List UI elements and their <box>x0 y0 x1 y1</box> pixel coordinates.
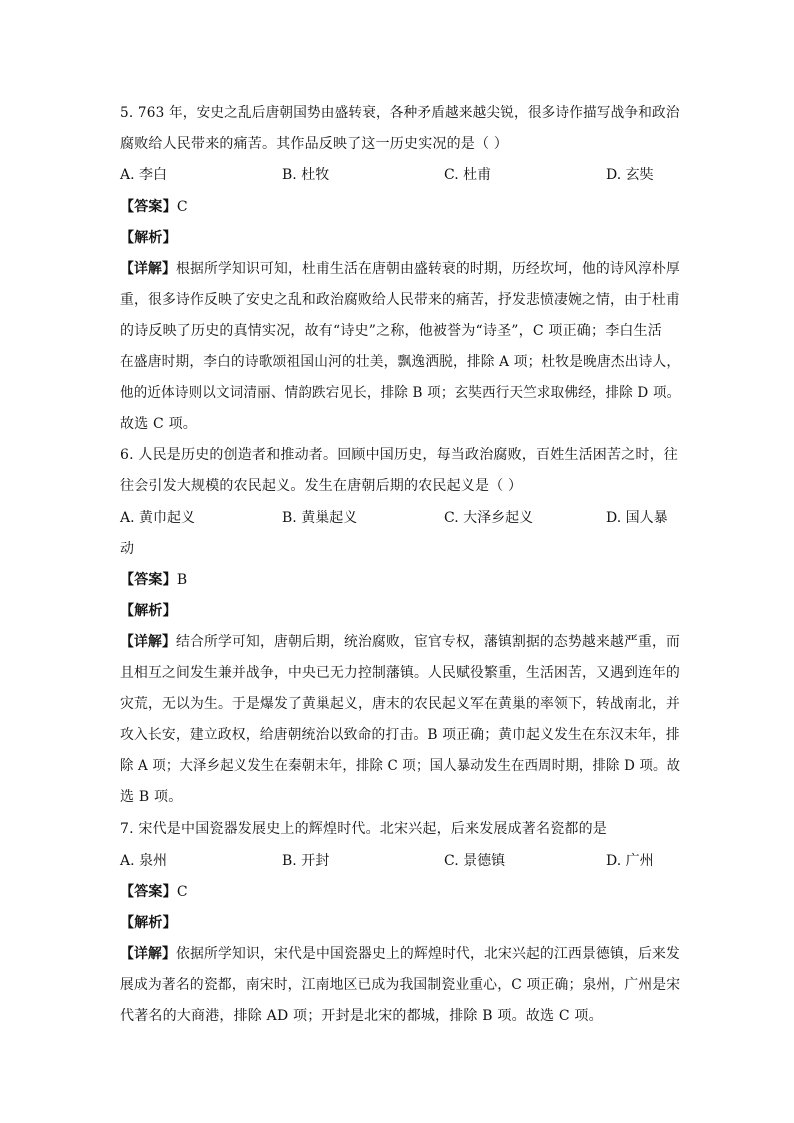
detail-line <box>120 945 680 963</box>
answer-label: 【答案】 <box>120 572 177 588</box>
option-d: D. 玄奘 <box>606 167 654 183</box>
option-c: C. 杜甫 <box>444 167 492 183</box>
option-c: C. 大泽乡起义 <box>444 510 534 526</box>
detail-line: 且相互之间发生兼并战争，中央已无力控制藩镇。人民赋役繁重，生活困苦，又遇到连年的 <box>120 665 681 681</box>
question-stem-line: 5. 763 年，安史之乱后唐朝国势由盛转衰，各种矛盾越来越尖锐，很多诗作描写战争和政治 <box>120 105 680 121</box>
detail-label: 【详解】 <box>120 946 177 962</box>
detail-label: 【详解】 <box>120 261 177 277</box>
option-c: C. 景德镇 <box>444 853 506 869</box>
detail-line <box>120 260 680 278</box>
option-a: A. 黄巾起义 <box>120 510 196 526</box>
detail-text: 依据所学知识，宋代是中国瓷器史上的辉煌时代，北宋兴起的江西景德镇，后来发 <box>176 946 681 962</box>
detail-line: 除 A 项；大泽乡起义发生在秦朝末年，排除 C 项；国人暴动发生在西周时期，排除 D 项。故 <box>120 758 681 774</box>
option-a: A. 李白 <box>120 167 168 183</box>
analysis-label: 【解析】 <box>120 915 177 931</box>
answer-value: B <box>176 572 188 588</box>
question-stem-line: 7. 宋代是中国瓷器发展史上的辉煌时代。北宋兴起，后来发展成著名瓷都的是 <box>120 821 608 837</box>
question-stem-line: 往会引发大规模的农民起义。发生在唐朝后期的农民起义是（ ） <box>120 478 523 494</box>
detail-label: 【详解】 <box>120 634 177 650</box>
option-b: B. 开封 <box>282 853 330 869</box>
option-d-wrap: 动 <box>120 541 135 557</box>
option-b: B. 黄巢起义 <box>282 510 358 526</box>
question-stem-line: 腐败给人民带来的痛苦。其作品反映了这一历史实况的是（ ） <box>120 136 509 152</box>
option-b: B. 杜牧 <box>282 167 330 183</box>
analysis-label: 【解析】 <box>120 230 177 246</box>
option-d: D. 国人暴 <box>606 510 668 526</box>
answer-line <box>120 883 188 901</box>
detail-line: 他的近体诗则以文词清丽、情韵跌宕见长，排除 B 项；玄奘西行天竺求取佛经，排除 D 项。 <box>120 385 681 401</box>
detail-text: 根据所学知识可知，杜甫生活在唐朝由盛转衰的时期，历经坎坷，他的诗风淳朴厚 <box>176 261 681 277</box>
detail-line: 故选 C 项。 <box>120 416 198 432</box>
detail-line: 灾荒，无以为生。于是爆发了黄巢起义，唐末的农民起义军在黄巢的率领下，转战南北，并 <box>120 696 681 712</box>
question-stem-line: 6. 人民是历史的创造者和推动者。回顾中国历史，每当政治腐败，百姓生活困苦之时，往 <box>120 447 679 463</box>
detail-line: 重，很多诗作反映了安史之乱和政治腐败给人民带来的痛苦，抒发悲愤凄婉之情，由于杜甫 <box>120 292 681 308</box>
option-d: D. 广州 <box>606 853 654 869</box>
detail-line: 选 B 项。 <box>120 789 183 805</box>
answer-label: 【答案】 <box>120 199 177 215</box>
answer-value: C <box>176 199 188 215</box>
detail-line: 在盛唐时期，李白的诗歌颂祖国山河的壮美，飘逸洒脱，排除 A 项；杜牧是晚唐杰出诗人， <box>120 354 681 370</box>
detail-line: 攻入长安，建立政权，给唐朝统治以致命的打击。B 项正确；黄巾起义发生在东汉末年，排 <box>120 727 680 743</box>
detail-line: 代著名的大商港，排除 AD 项；开封是北宋的都城，排除 B 项。故选 C 项。 <box>120 1008 603 1024</box>
answer-line <box>120 571 187 589</box>
detail-line: 的诗反映了历史的真情实况，故有“诗史”之称，他被誉为“诗圣”，C 项正确；李白生活 <box>120 323 662 339</box>
detail-line <box>120 633 680 651</box>
detail-text: 结合所学可知，唐朝后期，统治腐败，宦官专权，藩镇割据的态势越来越严重，而 <box>176 634 681 650</box>
analysis-label: 【解析】 <box>120 603 177 619</box>
answer-value: C <box>176 884 188 900</box>
answer-line <box>120 198 188 216</box>
detail-line: 展成为著名的瓷都，南宋时，江南地区已成为我国制瓷业重心，C 项正确；泉州，广州是宋 <box>120 977 681 993</box>
answer-label: 【答案】 <box>120 884 177 900</box>
option-a: A. 泉州 <box>120 853 168 869</box>
